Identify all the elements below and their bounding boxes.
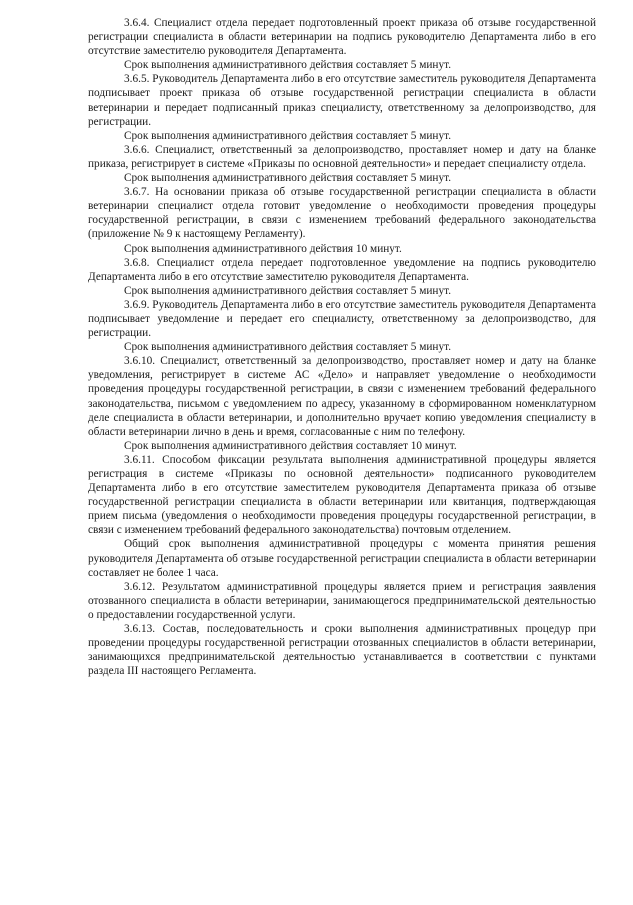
deadline-3-6-10: Срок выполнения административного действия составляет 10 минут. [124,439,457,452]
deadline-3-6-8: Срок выполнения административного действия составляет 5 минут. [124,284,452,297]
document-page [88,16,596,678]
deadline-3-6-9: Срок выполнения административного действия составляет 5 минут. [124,341,452,354]
paragraph-3-6-6: 3.6.6. Специалист, ответственный за делопроизводство, проставляет номер и дату на бланке приказа, регистрирует в системе «Приказы по основной деятельности» и передает специалисту отдела. [88,143,596,170]
paragraph-3-6-12: 3.6.12. Результатом административной процедуры является прием и регистрация заявления отозванного специалиста в области ветеринарии, занимающегося предпринимательской деятельностью о предоставлении государственной услуги. [88,580,596,621]
total-deadline-paragraph: Общий срок выполнения административной процедуры с момента принятия решения руководителя Департамента об отзыве государственной регистрации специалиста в области ветеринарии составляет не более 1 часа. [88,538,596,579]
deadline-3-6-5: Срок выполнения административного действия составляет 5 минут. [124,129,452,142]
paragraph-3-6-5: 3.6.5. Руководитель Департамента либо в его отсутствие заместитель руководителя Департамента подписывает проект приказа об отзыве государственной регистрации специалиста в области ветеринарии и передает подписанный приказ специалисту, ответственному за делопроизводство, для регистрации. [88,73,596,128]
paragraph-3-6-10: 3.6.10. Специалист, ответственный за делопроизводство, проставляет номер и дату на бланке уведомления, регистрирует в системе АС «Дело» и направляет уведомление о необходимости проведения процедуры государственной регистрации, в связи с изменением требований федерального законодательства, письмом с уведомлением по адресу, указанному в сформированном номенклатурном деле специалиста в области ветеринарии, и дополнительно вручает копию уведомления специалисту в области ветеринарии лично в день и время, согласованные с ним по телефону. [88,355,596,438]
paragraph-3-6-13: 3.6.13. Состав, последовательность и сроки выполнения административных процедур при проведении процедуры государственной регистрации отозванных специалистов в области ветеринарии, занимающихся предпринимательской деятельностью устанавливается в соответствии с пунктами раздела III настоящего Регламента. [88,623,596,678]
deadline-3-6-4: Срок выполнения административного действия составляет 5 минут. [124,59,452,72]
paragraph-3-6-11: 3.6.11. Способом фиксации результата выполнения административной процедуры является регистрация в системе «Приказы по основной деятельности» подписанного руководителем Департамента либо в его отсутствие заместителем руководителя Департамента приказа об отзыве государственной регистрации специалиста в области ветеринарии или квитанция, подтверждающая прием письма (уведомления о необходимости проведения процедуры государственной регистрации, в связи с изменением требований федерального законодательства) почтовым отделением. [88,453,596,537]
deadline-3-6-6: Срок выполнения административного действия составляет 5 минут. [124,172,452,185]
paragraph-3-6-8: 3.6.8. Специалист отдела передает подготовленное уведомление на подпись руководителю Департамента либо в его отсутствие заместителю руководителя Департамента. [88,256,596,283]
paragraph-3-6-9: 3.6.9. Руководитель Департамента либо в его отсутствие заместитель руководителя Департамента подписывает уведомление и передает его специалисту, ответственному за делопроизводство, для регистрации. [88,298,596,340]
paragraph-3-6-4: 3.6.4. Специалист отдела передает подготовленный проект приказа об отзыве государственной регистрации специалиста в области ветеринарии на подпись руководителю Департамента либо в его отсутствие заместителю руководителя Департамента. [88,17,596,58]
deadline-3-6-7: Срок выполнения административного действия 10 минут. [124,242,402,255]
paragraph-3-6-7: 3.6.7. На основании приказа об отзыве государственной регистрации специалиста в области ветеринарии специалист отдела готовит уведомление о необходимости проведения процедуры государственной регистрации, в связи с изменением требований федерального законодательства (приложение № 9 к настоящему Регламенту). [88,186,596,241]
